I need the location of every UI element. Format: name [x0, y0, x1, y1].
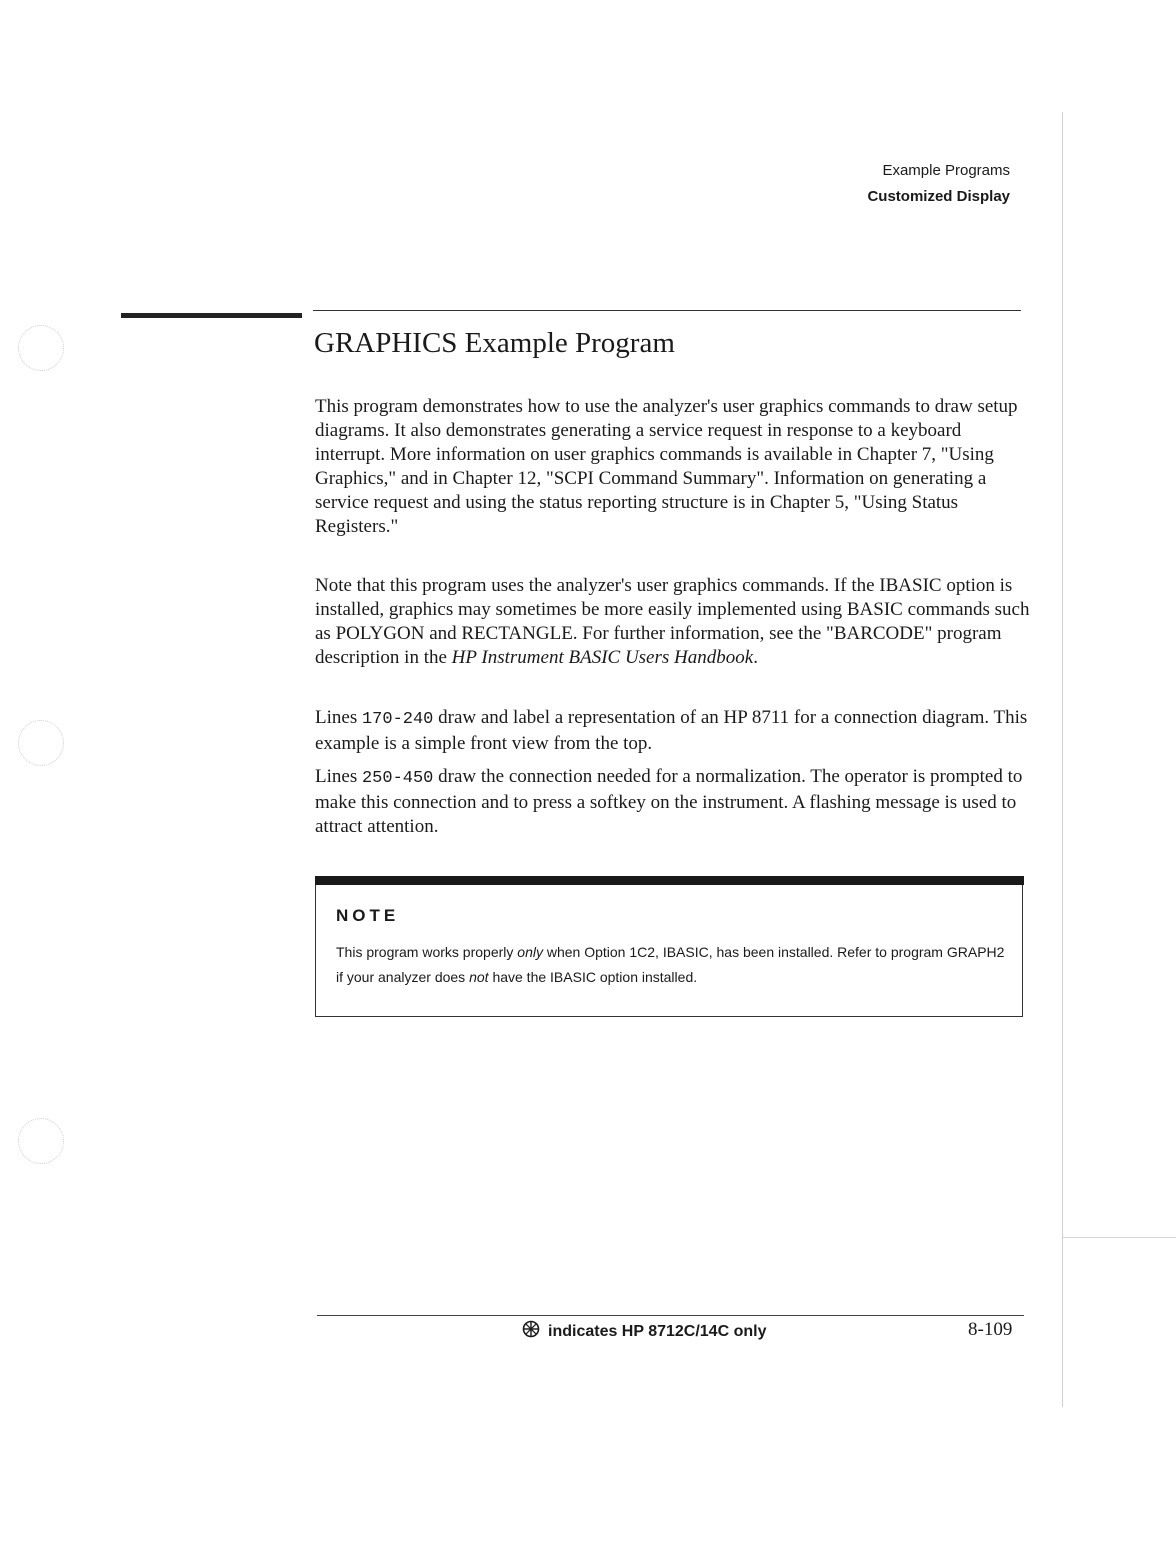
- note-text-part: This program works properly: [336, 944, 514, 960]
- paragraph-lines-250: [315, 765, 1035, 839]
- page-title: GRAPHICS Example Program: [314, 327, 675, 359]
- section-rule-thin: [313, 310, 1021, 311]
- paragraph-text: draw and label a representation of an HP 8711 for a connection diagram. This example is a simple front view from the top.: [315, 707, 1028, 754]
- model-indicator-icon: [522, 1320, 540, 1343]
- paragraph-text: draw the connection needed for a normalization. The operator is prompted to make this connection and to press a softkey on the instrument. A flashing message is used to attract attention.: [315, 766, 1023, 837]
- header-subsection: Customized Display: [867, 188, 1010, 205]
- line-range-code: 250-450: [361, 769, 434, 788]
- paragraph-lines-170: [315, 706, 1035, 756]
- punch-hole: [18, 720, 64, 766]
- footer-note: [522, 1320, 766, 1343]
- punch-hole: [18, 325, 64, 371]
- scan-edge-mark: [1062, 1237, 1176, 1238]
- page-number: 8-109: [968, 1319, 1013, 1340]
- note-box: [315, 876, 1023, 1017]
- punch-hole: [18, 1118, 64, 1164]
- note-text: [336, 940, 1006, 990]
- footer-note-text: indicates HP 8712C/14C only: [548, 1322, 767, 1340]
- running-header: [867, 158, 1010, 210]
- note-emphasis: only: [517, 944, 543, 960]
- paragraph-text: Note that this program uses the analyzer's user graphics commands. If the IBASIC option is installed, graphics may sometimes be more easily implemented using BASIC commands such as POLYGON and RECTANGLE. For further information, see the "BARCODE" program description in the: [315, 575, 1030, 668]
- note-emphasis: not: [469, 969, 489, 985]
- scan-edge-line: [1062, 112, 1063, 1407]
- note-text-part: have the IBASIC option installed.: [492, 969, 698, 985]
- paragraph-intro: This program demonstrates how to use the analyzer's user graphics commands to draw setup diagrams. It also demonstrates generating a service request in response to a keyboard interrupt. More information on user graphics commands is available in Chapter 7, "Using Graphics," and in Chapter 12, "SCPI Command Summary". Information on generating a service request and using the status reporting structure is in Chapter 5, "Using Status Registers.": [315, 396, 1018, 537]
- paragraph-lead: Lines: [315, 707, 358, 728]
- header-section: Example Programs: [882, 162, 1010, 179]
- handbook-title: HP Instrument BASIC Users Handbook: [451, 647, 754, 668]
- note-heading: NOTE: [336, 906, 400, 925]
- paragraph-lead: Lines: [315, 766, 358, 787]
- section-rule-thick: [121, 313, 302, 318]
- paragraph-note-graphics: [315, 574, 1035, 670]
- note-bar: [315, 876, 1024, 885]
- line-range-code: 170-240: [361, 710, 434, 729]
- note-text-part: when Option 1C2, IBASIC, has been installed. Refer to program GRAPH2 if your analyzer does: [336, 944, 1005, 985]
- footer-rule: [317, 1315, 1024, 1316]
- paragraph-end: .: [753, 647, 758, 668]
